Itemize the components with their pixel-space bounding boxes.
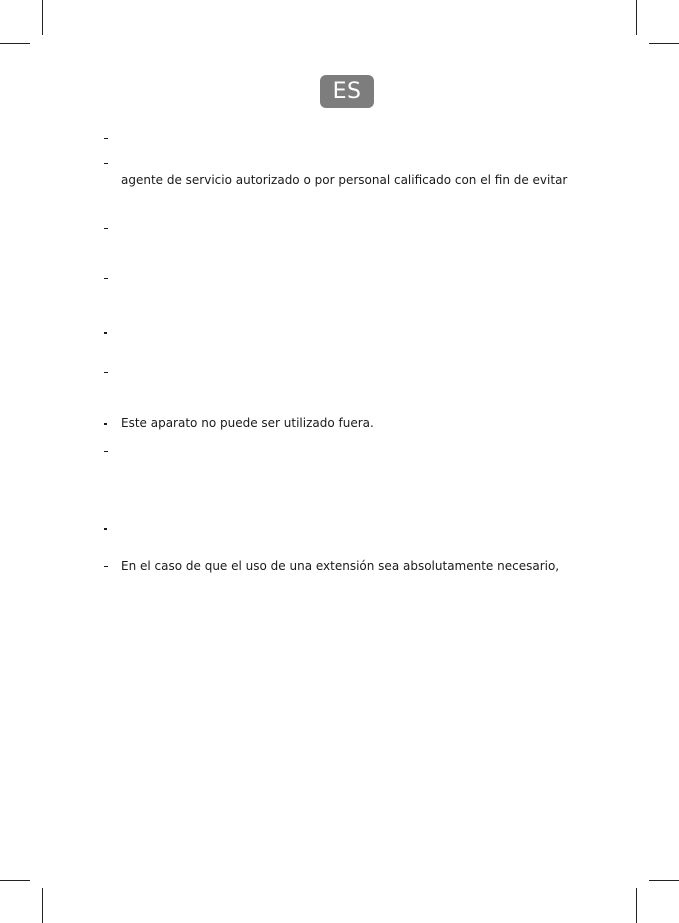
language-badge: ES <box>320 75 374 108</box>
item-text-continuation: agente de servicio autorizado o por personal calificado con el fin de evitar <box>121 173 568 187</box>
crop-mark-top-left-vertical <box>42 0 43 35</box>
bullet-dash <box>104 558 114 575</box>
crop-mark-bottom-right-vertical <box>636 888 637 923</box>
crop-mark-top-right-vertical <box>636 0 637 35</box>
item-text: En el caso de que el uso de una extensión sea absolutamente necesario, <box>121 559 560 573</box>
crop-mark-top-right-horizontal <box>649 43 679 44</box>
bullet-dash <box>104 520 114 537</box>
crop-mark-bottom-left-vertical <box>42 888 43 923</box>
crop-mark-top-left-horizontal <box>0 43 30 44</box>
crop-mark-bottom-left-horizontal <box>0 880 30 881</box>
crop-mark-bottom-right-horizontal <box>649 880 679 881</box>
bullet-dash <box>104 364 114 381</box>
list-item <box>104 220 584 237</box>
item-text: Este aparato no puede ser utilizado fuera. <box>121 416 374 430</box>
list-item <box>104 415 584 432</box>
list-item <box>104 155 584 189</box>
bullet-dash <box>104 324 114 341</box>
bullet-dash <box>104 443 114 460</box>
bullet-dash <box>104 220 114 237</box>
list-item <box>104 364 584 381</box>
list-item <box>104 520 584 537</box>
bullet-dash <box>104 270 114 287</box>
bullet-dash <box>104 155 114 172</box>
list-item <box>104 558 584 575</box>
list-item <box>104 443 584 460</box>
bullet-dash <box>104 130 114 147</box>
list-item <box>104 130 584 147</box>
list-item <box>104 270 584 287</box>
bullet-dash <box>104 415 114 432</box>
list-item <box>104 324 584 341</box>
